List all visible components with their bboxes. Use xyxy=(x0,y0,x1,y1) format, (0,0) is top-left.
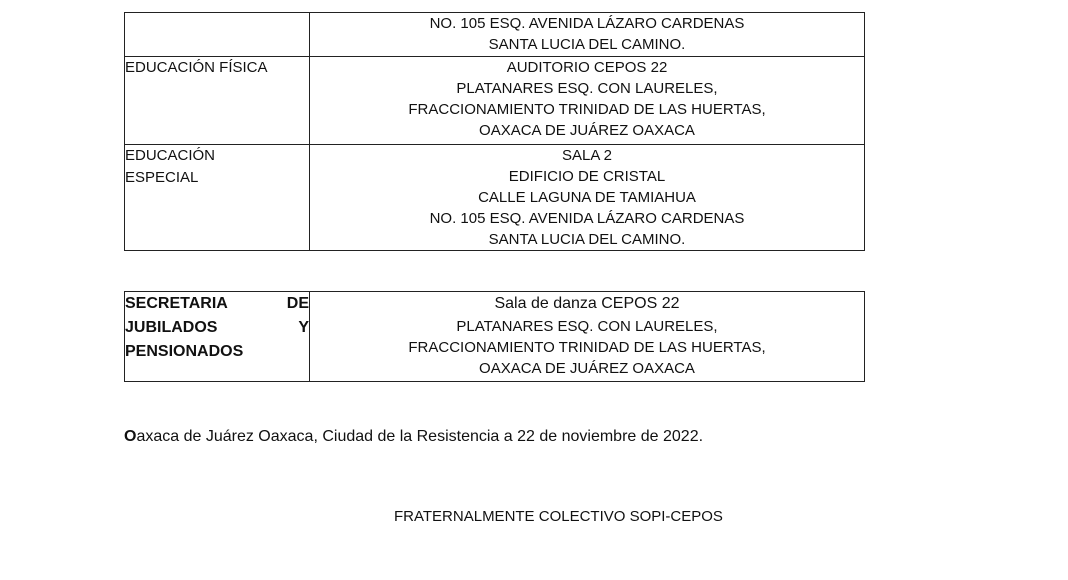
department-label-word: JUBILADOS xyxy=(125,319,218,336)
address-line: OAXACA DE JUÁREZ OAXACA xyxy=(479,122,695,139)
address-cell xyxy=(310,13,865,57)
department-cell xyxy=(125,57,310,145)
department-label-word: DE xyxy=(286,295,309,312)
department-label: ESPECIAL xyxy=(125,169,199,186)
address-line: FRACCIONAMIENTO TRINIDAD DE LAS HUERTAS, xyxy=(408,339,766,356)
address-line: NO. 105 ESQ. AVENIDA LÁZARO CARDENAS xyxy=(429,15,745,32)
department-cell xyxy=(125,13,310,57)
address-cell xyxy=(310,145,865,251)
address-line: CALLE LAGUNA DE TAMIAHUA xyxy=(478,189,696,206)
table-row xyxy=(125,145,865,251)
address-cell xyxy=(310,292,865,382)
address-line: SANTA LUCIA DEL CAMINO. xyxy=(488,36,686,53)
table-row xyxy=(125,13,865,57)
department-label: EDUCACIÓN FÍSICA xyxy=(125,59,268,76)
department-label-word: Y xyxy=(298,319,309,336)
address-line: SALA 2 xyxy=(561,147,613,164)
department-label: EDUCACIÓN xyxy=(125,147,216,164)
venue-name: Sala de danza CEPOS 22 xyxy=(494,295,680,312)
place-initial: O xyxy=(124,428,137,445)
address-line: SANTA LUCIA DEL CAMINO. xyxy=(488,231,686,248)
address-line: EDIFICIO DE CRISTAL xyxy=(508,168,666,185)
department-label-line xyxy=(125,340,309,364)
department-label-line xyxy=(125,316,309,340)
department-label-word: SECRETARIA xyxy=(125,295,228,312)
retirees-table xyxy=(124,291,865,382)
address-line: PLATANARES ESQ. CON LAURELES, xyxy=(456,318,718,335)
address-line: PLATANARES ESQ. CON LAURELES, xyxy=(456,80,718,97)
place-date-text: axaca de Juárez Oaxaca, Ciudad de la Resistencia a 22 de noviembre de 2022. xyxy=(136,428,704,445)
place-and-date xyxy=(124,428,703,446)
address-line: OAXACA DE JUÁREZ OAXACA xyxy=(479,360,695,377)
closing-signature: FRATERNALMENTE COLECTIVO SOPI-CEPOS xyxy=(394,508,723,525)
address-line: AUDITORIO CEPOS 22 xyxy=(506,59,668,76)
table-row xyxy=(125,57,865,145)
department-cell xyxy=(125,145,310,251)
table-row xyxy=(125,292,865,382)
department-label-line xyxy=(125,292,309,316)
address-line: NO. 105 ESQ. AVENIDA LÁZARO CARDENAS xyxy=(429,210,745,227)
department-cell xyxy=(125,292,310,382)
address-cell xyxy=(310,57,865,145)
venues-table xyxy=(124,12,865,251)
department-label-word: PENSIONADOS xyxy=(125,343,244,360)
address-line: FRACCIONAMIENTO TRINIDAD DE LAS HUERTAS, xyxy=(408,101,766,118)
